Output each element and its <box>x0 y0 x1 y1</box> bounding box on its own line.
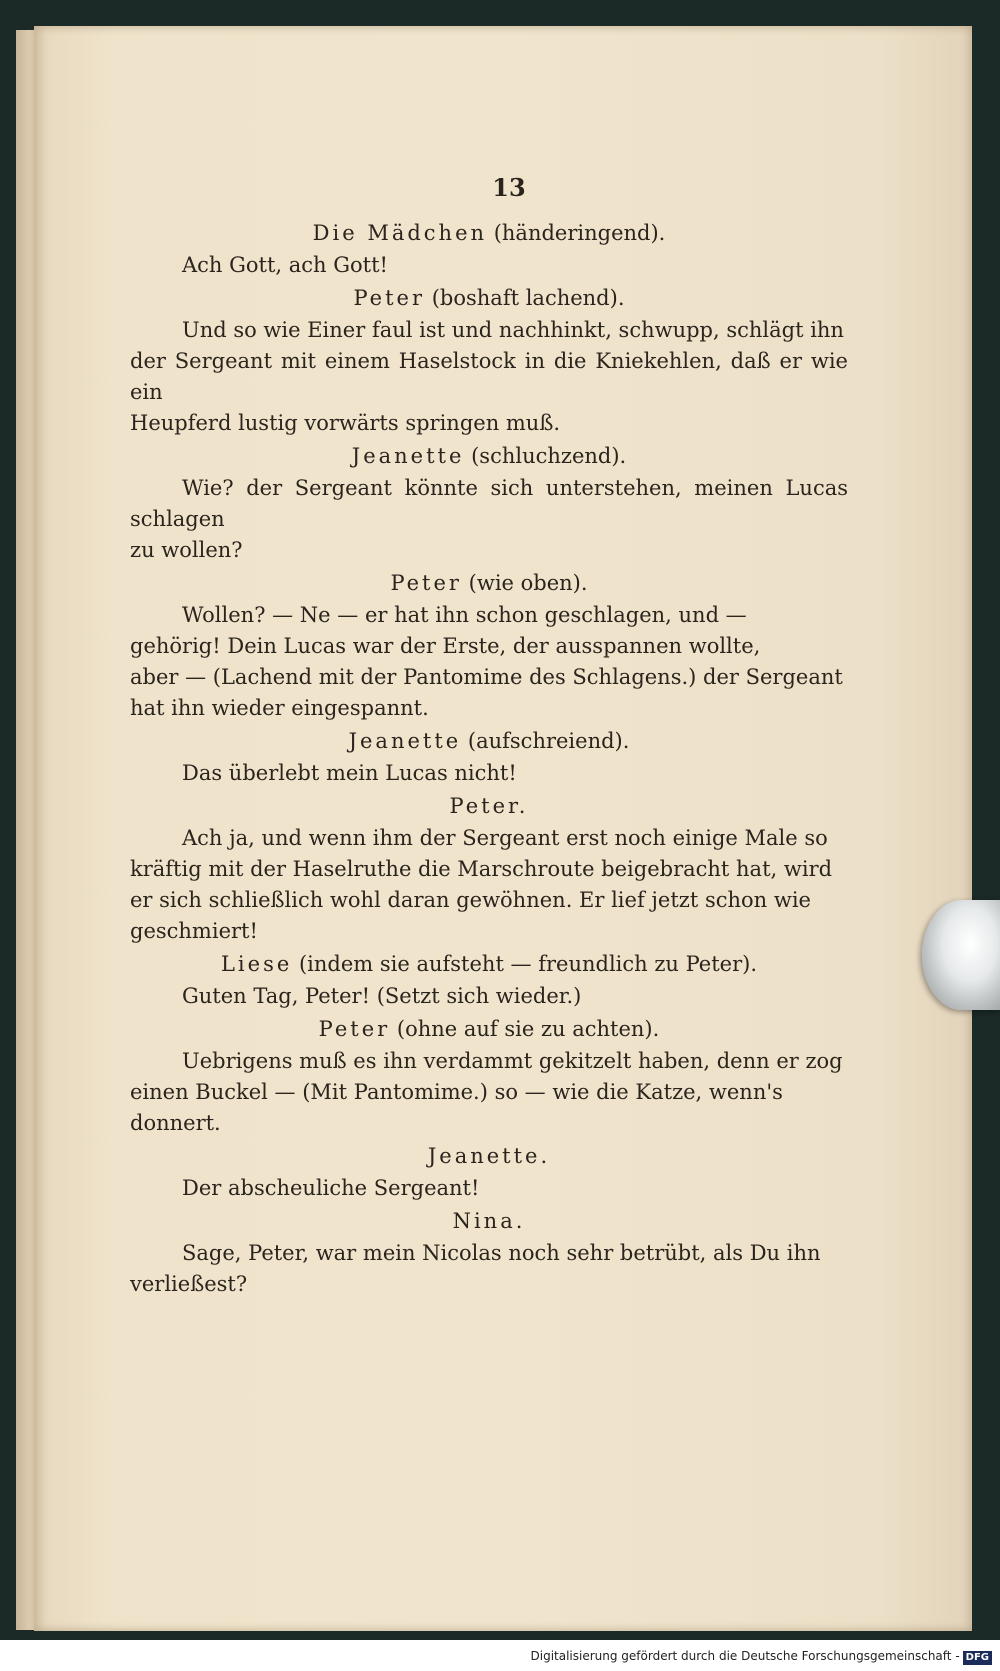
speaker-heading <box>130 281 848 315</box>
text-line: Heupferd lustig vorwärts springen muß. <box>130 411 561 435</box>
text-line: hat ihn wieder eingespannt. <box>130 696 429 720</box>
text-line: Sage, Peter, war mein Nicolas noch sehr betrübt, als Du ihn <box>182 1241 821 1265</box>
footer-text: Digitalisierung gefördert durch die Deutsche Forschungsgemeinschaft - <box>530 1649 960 1663</box>
stage-direction: (boshaft lachend). <box>431 286 625 310</box>
speaker-heading <box>130 724 848 758</box>
text-line: Ach ja, und wenn ihm der Sergeant erst noch einige Male so <box>182 826 828 850</box>
text-line: aber — (Lachend mit der Pantomime des Schlagens.) der Sergeant <box>130 665 843 689</box>
dfg-logo: DFG <box>963 1651 992 1665</box>
dialogue-block <box>130 1139 848 1204</box>
speaker-name: Jeanette. <box>427 1144 551 1168</box>
text-line: gehörig! Dein Lucas war der Erste, der ausspannen wollte, <box>130 634 761 658</box>
page-number: 13 <box>492 173 526 202</box>
speaker-name: Jeanette <box>348 729 462 753</box>
text-line: Ach Gott, ach Gott! <box>182 253 388 277</box>
speaker-name: Peter <box>390 571 462 595</box>
text-line: geschmiert! <box>130 919 258 943</box>
dialogue-block <box>130 724 848 789</box>
stage-direction: (aufschreiend). <box>467 729 630 753</box>
text-line: donnert. <box>130 1111 221 1135</box>
digitization-footer <box>531 1645 993 1667</box>
dialogue-block <box>130 439 848 566</box>
speaker-heading <box>130 1012 848 1046</box>
text-line: Das überlebt mein Lucas nicht! <box>182 761 517 785</box>
dialogue-block <box>130 789 848 947</box>
dialogue-block <box>130 1204 848 1300</box>
text-line: Wollen? — Ne — er hat ihn schon geschlagen, und — <box>182 603 747 627</box>
stage-direction: (wie oben). <box>468 571 588 595</box>
text-line: kräftig mit der Haselruthe die Marschroute beigebracht hat, wird <box>130 857 833 881</box>
text-line: zu wollen? <box>130 538 243 562</box>
dialogue-block <box>130 947 848 1012</box>
text-line: Uebrigens muß es ihn verdammt gekitzelt haben, denn er zog <box>182 1049 843 1073</box>
text-line: Und so wie Einer faul ist und nachhinkt, schwupp, schlägt ihn <box>182 318 844 342</box>
speaker-heading <box>130 439 848 473</box>
speaker-name: Die Mädchen <box>312 221 488 245</box>
speaker-heading <box>130 789 848 823</box>
speaker-name: Peter <box>318 1017 391 1041</box>
stage-direction: (indem sie aufsteht — freundlich zu Peter). <box>298 952 758 976</box>
text-line: der Sergeant mit einem Haselstock in die Kniekehlen, daß er wie ein <box>130 349 848 404</box>
speaker-name: Peter. <box>449 794 529 818</box>
dialogue-block <box>130 281 848 439</box>
text-line: Guten Tag, Peter! (Setzt sich wieder.) <box>182 984 582 1008</box>
dialogue-block <box>130 566 848 724</box>
speaker-heading <box>130 1204 848 1238</box>
text-line: er sich schließlich wohl daran gewöhnen. Er lief jetzt schon wie <box>130 888 811 912</box>
speaker-name: Liese <box>220 952 293 976</box>
speaker-heading <box>130 566 848 600</box>
page-clip <box>922 900 1000 1010</box>
dialogue-block <box>130 1012 848 1139</box>
speaker-heading <box>130 947 848 981</box>
speaker-name: Jeanette <box>351 444 465 468</box>
speaker-heading <box>130 1139 848 1173</box>
stage-direction: (ohne auf sie zu achten). <box>396 1017 660 1041</box>
text-line: einen Buckel — (Mit Pantomime.) so — wie die Katze, wenn's <box>130 1080 783 1104</box>
page-text <box>130 168 848 1300</box>
dialogue-block <box>130 216 848 281</box>
speaker-name: Nina. <box>452 1209 526 1233</box>
stage-direction: (schluchzend). <box>471 444 627 468</box>
speaker-heading <box>130 216 848 250</box>
text-line: verließest? <box>130 1272 248 1296</box>
speaker-name: Peter <box>353 286 426 310</box>
stage-direction: (händeringend). <box>493 221 666 245</box>
text-line: Wie? der Sergeant könnte sich unterstehen, meinen Lucas schlagen <box>130 476 848 531</box>
text-line: Der abscheuliche Sergeant! <box>182 1176 480 1200</box>
